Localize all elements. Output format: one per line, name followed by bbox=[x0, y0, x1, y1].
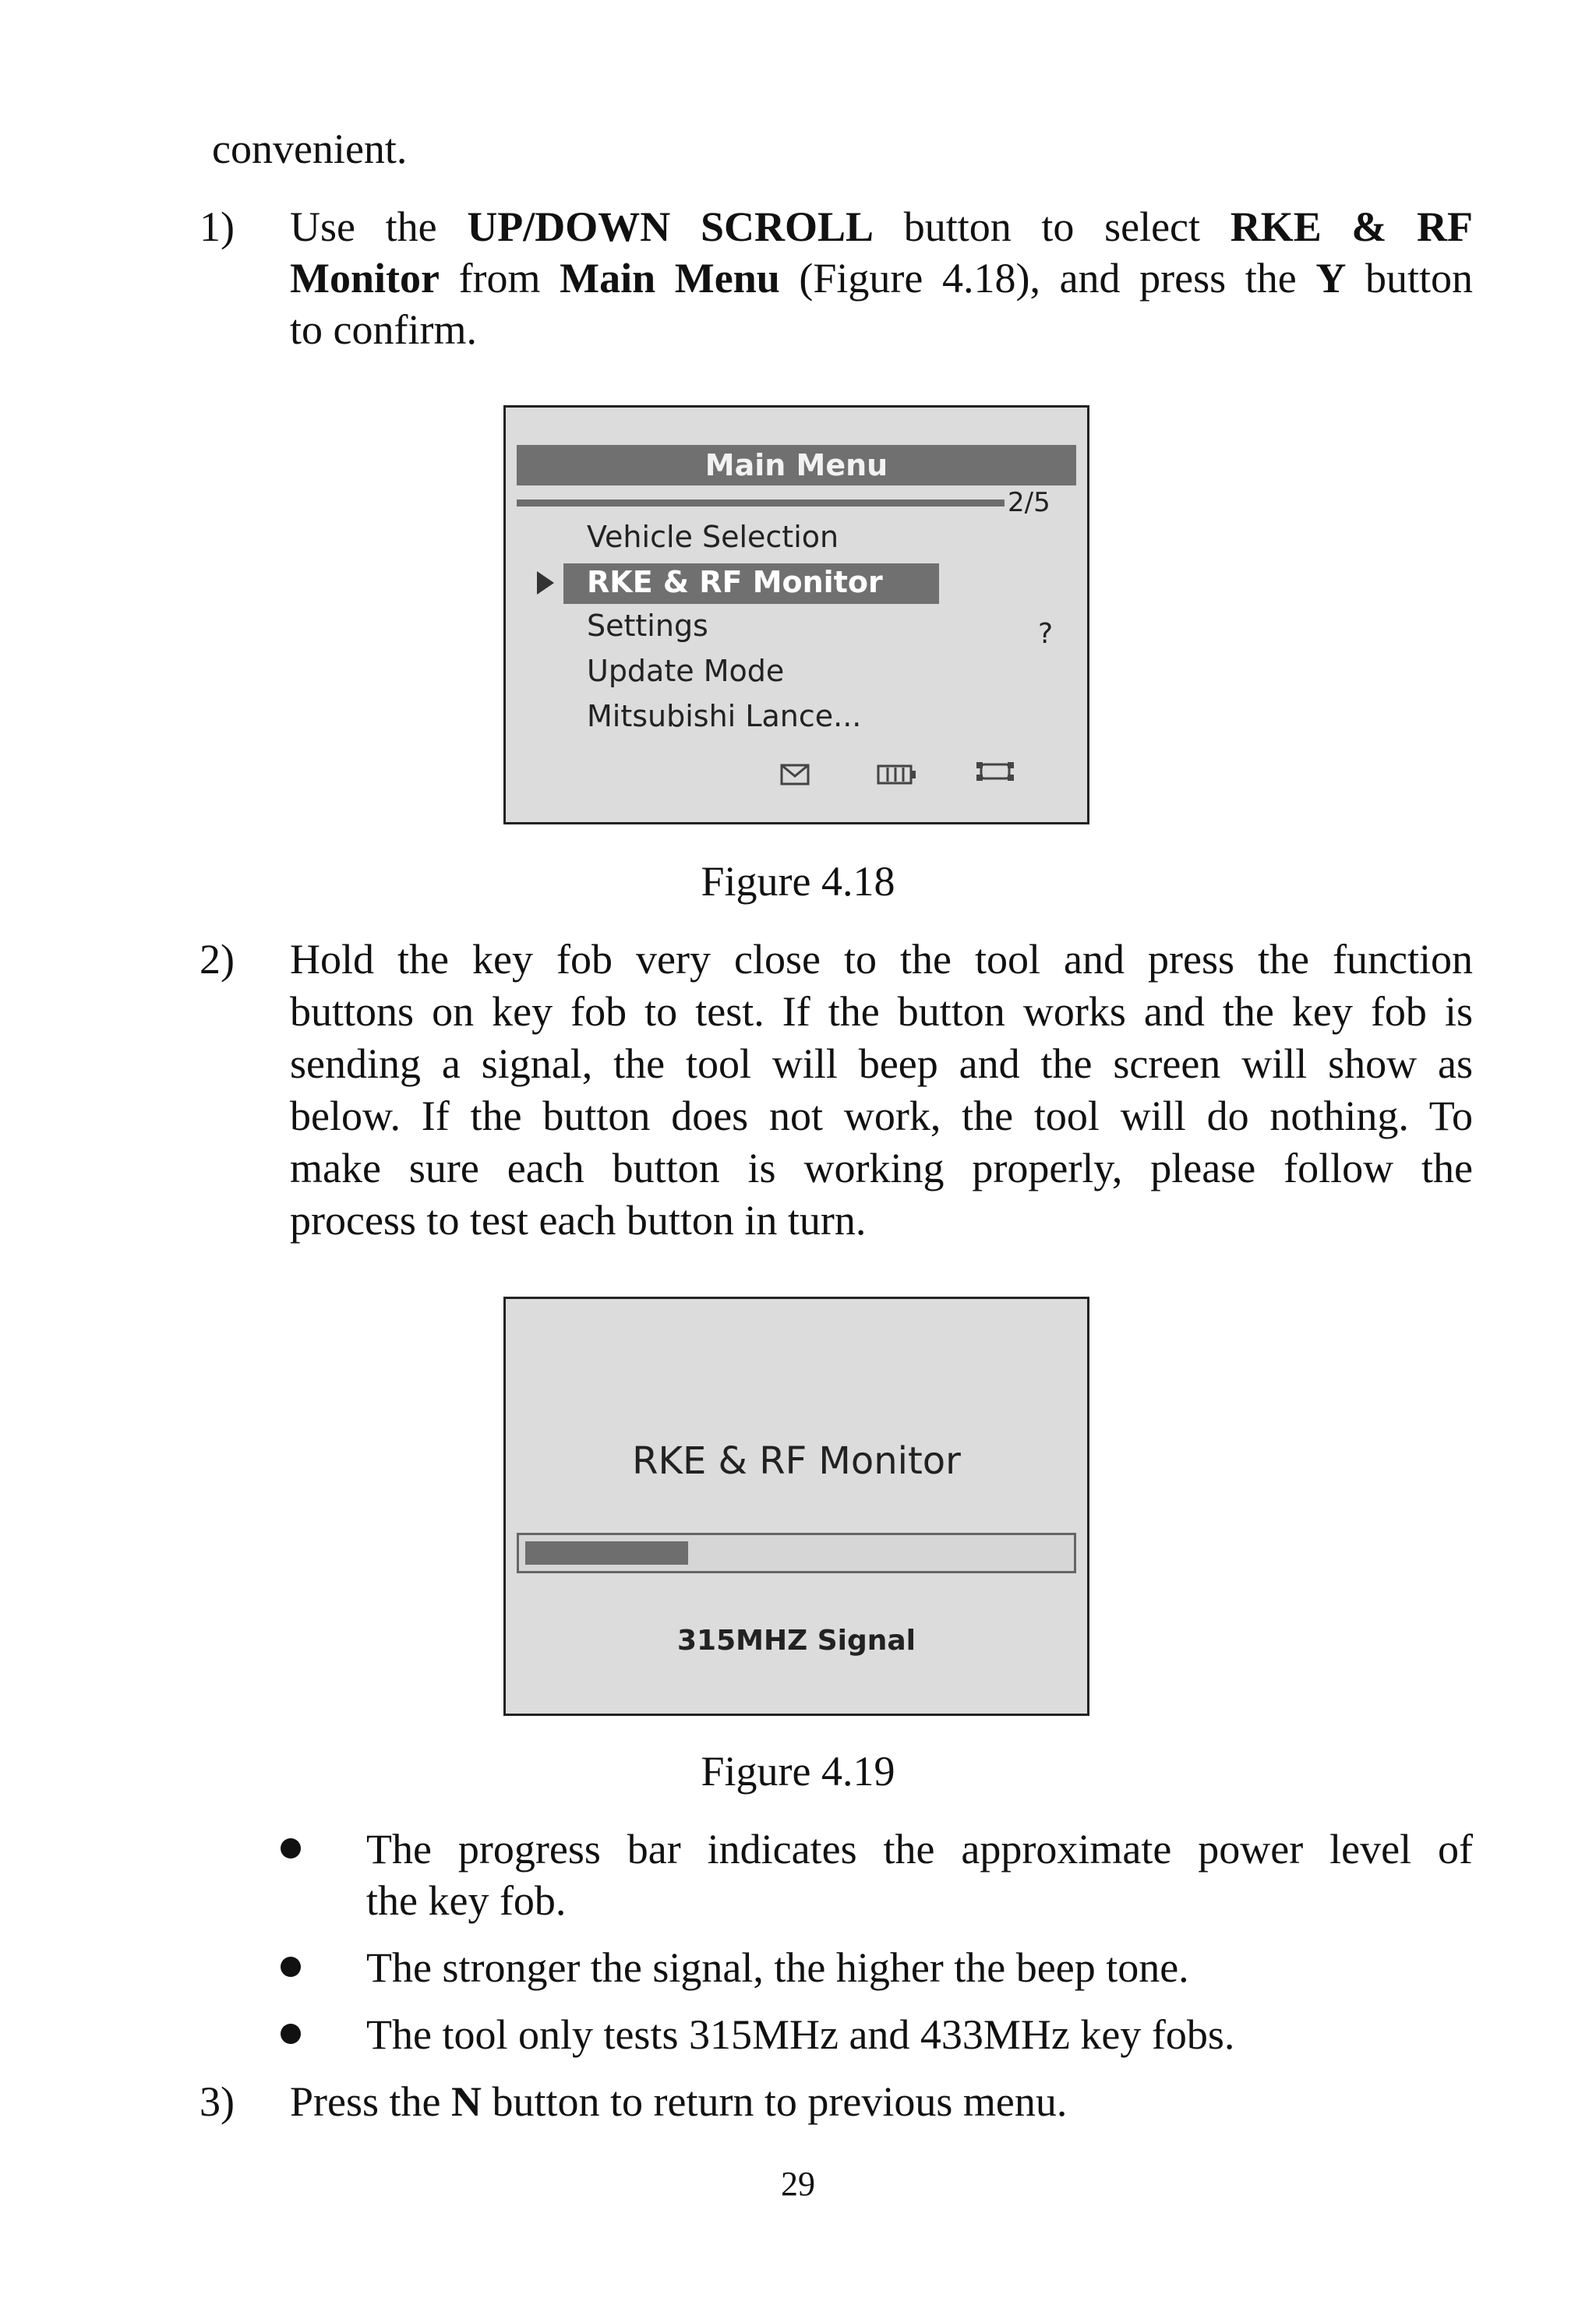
intro-text: convenient. bbox=[212, 125, 408, 172]
step-3-number: 3) bbox=[200, 2078, 235, 2125]
step-2-line-6: process to test each button in turn. bbox=[290, 1197, 867, 1244]
step-1-line-3: to confirm. bbox=[290, 306, 477, 353]
bullet-dot-3 bbox=[281, 2024, 301, 2044]
signal-label: 315MHZ Signal bbox=[676, 1625, 916, 1657]
bullet-3-text: The tool only tests 315MHz and 433MHz key fobs. bbox=[366, 2011, 1235, 2058]
battery-icon bbox=[877, 764, 917, 785]
page-number: 29 bbox=[781, 2165, 815, 2203]
menu-item-rke-rf-monitor[interactable]: RKE & RF Monitor bbox=[587, 565, 883, 599]
menu-item-settings[interactable]: Settings bbox=[587, 609, 708, 643]
bullet-dot-1 bbox=[281, 1838, 301, 1859]
menu-title: Main Menu bbox=[704, 448, 888, 482]
car-icon bbox=[975, 760, 1015, 783]
figure-4-18-caption: Figure 4.18 bbox=[701, 858, 895, 905]
step-1-number: 1) bbox=[200, 203, 235, 250]
bullet-1-line-1: The progress bar indicates the approximate power level of bbox=[366, 1826, 1473, 1873]
step-2-line-2: buttons on key fob to test. If the button works and the key fob is bbox=[290, 988, 1473, 1035]
mail-icon bbox=[780, 763, 811, 786]
selection-arrow-icon bbox=[537, 571, 554, 595]
menu-item-vehicle-selection[interactable]: Vehicle Selection bbox=[587, 520, 839, 554]
figure-4-19-caption: Figure 4.19 bbox=[701, 1748, 895, 1795]
menu-item-update-mode[interactable]: Update Mode bbox=[587, 654, 785, 688]
step-3-text: Press the N button to return to previous menu. bbox=[290, 2078, 1068, 2125]
step-2-line-3: sending a signal, the tool will beep and the screen will show as bbox=[290, 1040, 1473, 1087]
step-2-line-5: make sure each button is working properly, please follow the bbox=[290, 1145, 1473, 1191]
monitor-title: RKE & RF Monitor bbox=[632, 1439, 961, 1483]
step-2-line-1: Hold the key fob very close to the tool and press the function bbox=[290, 936, 1473, 983]
figure-4-18-screen bbox=[503, 405, 1089, 824]
page-indicator: 2/5 bbox=[1008, 487, 1050, 518]
bullet-dot-2 bbox=[281, 1957, 301, 1977]
signal-progress-bar bbox=[517, 1533, 1076, 1573]
step-2-line-4: below. If the button does not work, the tool will do nothing. To bbox=[290, 1093, 1473, 1139]
signal-progress-fill bbox=[525, 1541, 688, 1565]
step-2-number: 2) bbox=[200, 936, 235, 983]
step-1-line-1: Use the UP/DOWN SCROLL button to select RKE & RF bbox=[290, 203, 1474, 250]
step-1-line-2: Monitor from Main Menu (Figure 4.18), and press the Y button bbox=[290, 255, 1473, 302]
bullet-2-text: The stronger the signal, the higher the beep tone. bbox=[366, 1944, 1189, 1991]
menu-scroll-bar bbox=[517, 499, 1005, 507]
menu-item-vehicle-name[interactable]: Mitsubishi Lance... bbox=[587, 699, 862, 733]
figure-4-19-screen bbox=[503, 1297, 1089, 1716]
help-mark: ? bbox=[1038, 618, 1054, 650]
bullet-1-line-2: the key fob. bbox=[366, 1877, 567, 1924]
